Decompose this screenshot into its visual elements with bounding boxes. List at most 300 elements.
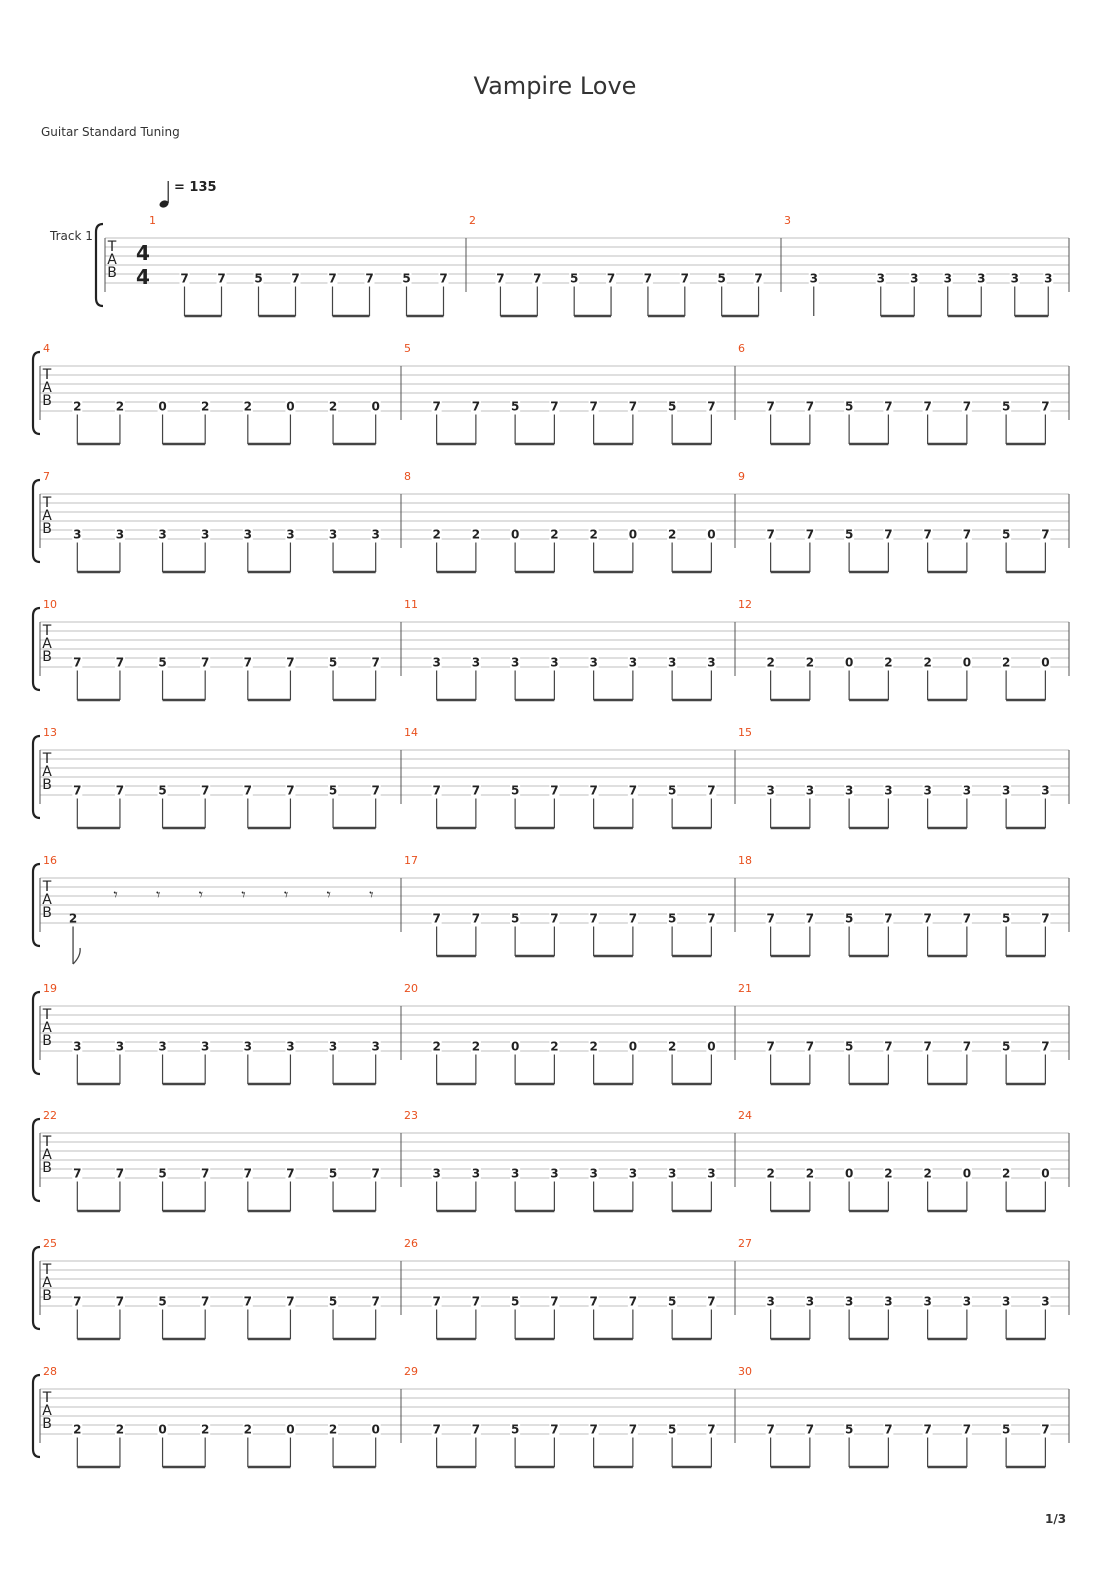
fret-number: 2 — [805, 655, 815, 670]
fret-number: 2 — [550, 1039, 559, 1054]
system-bracket — [33, 1247, 40, 1329]
measure-number: 30 — [738, 1365, 752, 1378]
fret-number: 5 — [1001, 911, 1011, 926]
fret-number: 5 — [1001, 399, 1011, 414]
fret-number: 7 — [243, 783, 252, 798]
fret-number: 2 — [328, 399, 338, 414]
fret-number: 5 — [328, 655, 338, 670]
fret-number: 7 — [73, 1294, 82, 1309]
fret-number: 2 — [1001, 1166, 1011, 1181]
fret-number: 0 — [510, 1039, 520, 1054]
tab-clef-letter: T — [42, 1134, 52, 1150]
eighth-rest: 𝄾 — [241, 885, 246, 904]
fret-number: 3 — [707, 655, 716, 670]
measure-number: 16 — [43, 854, 57, 867]
fret-number: 3 — [805, 1294, 815, 1309]
fret-number: 7 — [496, 271, 505, 286]
fret-number: 5 — [844, 527, 854, 542]
fret-number: 2 — [243, 1422, 252, 1437]
fret-number: 3 — [589, 1166, 598, 1181]
fret-number: 7 — [923, 399, 932, 414]
fret-number: 3 — [115, 1039, 125, 1054]
fret-number: 3 — [884, 1294, 893, 1309]
system-bracket — [33, 608, 40, 690]
fret-number: 3 — [432, 1166, 441, 1181]
tab-clef-letter: A — [42, 508, 52, 524]
measure-number: 17 — [404, 854, 418, 867]
fret-number: 3 — [550, 1166, 559, 1181]
fret-number: 2 — [923, 655, 932, 670]
fret-number: 2 — [115, 399, 125, 414]
fret-number: 3 — [766, 783, 775, 798]
system-bracket — [33, 992, 40, 1074]
fret-number: 3 — [805, 783, 815, 798]
fret-number: 7 — [328, 271, 337, 286]
fret-number: 7 — [589, 911, 598, 926]
fret-number: 7 — [533, 271, 542, 286]
tab-clef-letter: T — [42, 495, 52, 511]
fret-number: 7 — [1041, 1039, 1050, 1054]
measure-number: 22 — [43, 1109, 57, 1122]
measure-number: 4 — [43, 342, 50, 355]
fret-number: 5 — [510, 399, 520, 414]
fret-number: 7 — [766, 911, 775, 926]
fret-number: 3 — [962, 1294, 972, 1309]
fret-number: 2 — [201, 399, 210, 414]
fret-number: 0 — [962, 1166, 972, 1181]
fret-number: 0 — [286, 399, 295, 414]
measure-number: 10 — [43, 598, 57, 611]
fret-number: 7 — [432, 1294, 441, 1309]
fret-number: 7 — [707, 911, 716, 926]
fret-number: 7 — [243, 1294, 252, 1309]
fret-number: 3 — [73, 527, 82, 542]
measure-number: 24 — [738, 1109, 752, 1122]
fret-number: 3 — [328, 527, 338, 542]
fret-number: 7 — [884, 399, 893, 414]
fret-number: 5 — [844, 1422, 854, 1437]
fret-number: 7 — [707, 1422, 716, 1437]
tab-clef-letter: T — [42, 1007, 52, 1023]
fret-number: 2 — [589, 527, 598, 542]
fret-number: 0 — [510, 527, 520, 542]
tab-clef-letter: A — [42, 1020, 52, 1036]
fret-number: 7 — [365, 271, 374, 286]
fret-number: 7 — [471, 1294, 481, 1309]
fret-number: 3 — [201, 527, 210, 542]
system-bracket — [96, 224, 103, 306]
fret-number: 7 — [73, 1166, 82, 1181]
fret-number: 7 — [550, 1422, 559, 1437]
time-signature-numerator: 4 — [136, 241, 150, 265]
fret-number: 5 — [570, 271, 579, 286]
tab-clef-letter: T — [42, 1262, 52, 1278]
fret-number: 7 — [923, 1422, 932, 1437]
fret-number: 3 — [962, 783, 972, 798]
tab-clef-letter: A — [42, 1147, 52, 1163]
fret-number: 7 — [1041, 911, 1050, 926]
fret-number: 5 — [158, 655, 167, 670]
fret-number: 7 — [766, 527, 775, 542]
fret-number: 3 — [1041, 783, 1050, 798]
fret-number: 2 — [766, 655, 775, 670]
fret-number: 2 — [589, 1039, 598, 1054]
fret-number: 2 — [471, 527, 481, 542]
song-title: Vampire Love — [473, 72, 637, 100]
fret-number: 7 — [371, 655, 380, 670]
fret-number: 7 — [923, 1039, 932, 1054]
tab-clef-letter: B — [42, 1033, 52, 1049]
fret-number: 7 — [286, 655, 295, 670]
fret-number: 7 — [201, 1166, 210, 1181]
tab-clef-letter: T — [42, 367, 52, 383]
fret-number: 2 — [667, 527, 677, 542]
fret-number: 5 — [328, 1294, 338, 1309]
fret-number: 7 — [884, 1422, 893, 1437]
tab-clef-letter: B — [42, 905, 52, 921]
fret-number: 2 — [115, 1422, 125, 1437]
eighth-rest: 𝄾 — [369, 885, 374, 904]
fret-number: 2 — [73, 399, 82, 414]
fret-number: 3 — [432, 655, 441, 670]
measure-number: 14 — [404, 726, 418, 739]
measure-number: 28 — [43, 1365, 57, 1378]
measure-number: 6 — [738, 342, 745, 355]
time-signature-denominator: 4 — [136, 265, 150, 289]
fret-number: 5 — [667, 1294, 677, 1309]
fret-number: 7 — [805, 1039, 815, 1054]
fret-number: 7 — [201, 1294, 210, 1309]
fret-number: 7 — [805, 527, 815, 542]
fret-number: 7 — [962, 399, 972, 414]
fret-number: 3 — [286, 527, 295, 542]
tab-clef-letter: T — [42, 623, 52, 639]
fret-number: 7 — [73, 783, 82, 798]
fret-number: 7 — [291, 271, 300, 286]
note-flag — [73, 948, 80, 964]
fret-number: 7 — [432, 911, 441, 926]
fret-number: 7 — [884, 527, 893, 542]
fret-number: 7 — [805, 399, 815, 414]
tab-clef-letter: B — [42, 1288, 52, 1304]
measure-number: 13 — [43, 726, 57, 739]
fret-number: 0 — [371, 399, 380, 414]
fret-number: 7 — [589, 783, 598, 798]
fret-number: 7 — [115, 655, 125, 670]
fret-number: 2 — [667, 1039, 677, 1054]
fret-number: 3 — [923, 783, 932, 798]
eighth-rest: 𝄾 — [113, 885, 118, 904]
fret-number: 3 — [158, 527, 167, 542]
fret-number: 3 — [1041, 1294, 1050, 1309]
fret-number: 7 — [217, 271, 226, 286]
tab-clef-letter: B — [42, 393, 52, 409]
fret-number: 7 — [707, 783, 716, 798]
fret-number: 7 — [243, 655, 252, 670]
fret-number: 7 — [707, 399, 716, 414]
tempo-marking: = 135 — [174, 180, 217, 195]
eighth-rest: 𝄾 — [198, 885, 204, 904]
system-bracket — [33, 480, 40, 562]
fret-number: 7 — [923, 527, 932, 542]
fret-number: 7 — [471, 1422, 481, 1437]
fret-number: 3 — [844, 1294, 854, 1309]
fret-number: 3 — [589, 655, 598, 670]
fret-number: 2 — [201, 1422, 210, 1437]
fret-number: 7 — [962, 911, 972, 926]
tab-clef-letter: A — [42, 764, 52, 780]
fret-number: 5 — [667, 783, 677, 798]
fret-number: 0 — [962, 655, 972, 670]
fret-number: 7 — [805, 911, 815, 926]
fret-number: 2 — [1001, 655, 1011, 670]
tab-clef-letter: A — [42, 380, 52, 396]
fret-number: 7 — [471, 911, 481, 926]
fret-number: 5 — [510, 1294, 520, 1309]
measure-number: 2 — [469, 214, 476, 227]
track-label: Track 1 — [50, 229, 93, 243]
fret-number: 3 — [1001, 1294, 1011, 1309]
fret-number: 5 — [510, 1422, 520, 1437]
fret-number: 3 — [943, 271, 952, 286]
measure-number: 11 — [404, 598, 418, 611]
fret-number: 0 — [628, 527, 638, 542]
tab-clef-letter: B — [42, 1160, 52, 1176]
fret-number: 3 — [844, 783, 854, 798]
fret-number: 5 — [158, 1166, 167, 1181]
fret-number: 0 — [286, 1422, 295, 1437]
measure-number: 26 — [404, 1237, 418, 1250]
fret-number: 7 — [550, 783, 559, 798]
fret-number: 3 — [510, 655, 520, 670]
fret-number: 3 — [243, 1039, 252, 1054]
fret-number: 3 — [1044, 271, 1053, 286]
fret-number: 7 — [589, 399, 598, 414]
fret-number: 7 — [243, 1166, 252, 1181]
fret-number: 7 — [643, 271, 653, 286]
fret-number: 3 — [201, 1039, 210, 1054]
fret-number: 3 — [876, 271, 885, 286]
fret-number: 7 — [286, 1166, 295, 1181]
fret-number: 7 — [707, 1294, 716, 1309]
fret-number: 7 — [432, 399, 441, 414]
fret-number: 0 — [158, 399, 167, 414]
fret-number: 7 — [766, 1039, 775, 1054]
fret-number: 5 — [667, 911, 677, 926]
fret-number: 2 — [432, 527, 441, 542]
fret-number: 5 — [844, 399, 854, 414]
fret-number: 2 — [243, 399, 252, 414]
fret-number: 3 — [371, 527, 380, 542]
fret-number: 0 — [844, 655, 854, 670]
page-number: 1/3 — [1045, 1512, 1067, 1526]
fret-number: 2 — [805, 1166, 815, 1181]
fret-number: 7 — [371, 783, 380, 798]
fret-number: 3 — [707, 1166, 716, 1181]
fret-number: 3 — [667, 655, 677, 670]
fret-number: 3 — [158, 1039, 167, 1054]
fret-number: 7 — [73, 655, 82, 670]
fret-number: 7 — [628, 1422, 638, 1437]
measure-number: 12 — [738, 598, 752, 611]
measure-number: 5 — [404, 342, 411, 355]
fret-number: 7 — [471, 783, 481, 798]
fret-number: 3 — [809, 271, 818, 286]
fret-number: 3 — [1001, 783, 1011, 798]
fret-number: 7 — [115, 783, 125, 798]
fret-number: 5 — [510, 911, 520, 926]
system-bracket — [33, 1119, 40, 1201]
tab-clef-letter: B — [42, 521, 52, 537]
fret-number: 3 — [115, 527, 125, 542]
fret-number: 5 — [717, 271, 726, 286]
fret-number: 3 — [286, 1039, 295, 1054]
measure-number: 20 — [404, 982, 418, 995]
fret-number: 7 — [286, 783, 295, 798]
fret-number: 3 — [977, 271, 986, 286]
fret-number: 5 — [328, 1166, 338, 1181]
tab-clef-letter: A — [42, 636, 52, 652]
fret-number: 0 — [628, 1039, 638, 1054]
fret-number: 7 — [923, 911, 932, 926]
tab-clef-letter: A — [42, 892, 52, 908]
fret-number: 3 — [328, 1039, 338, 1054]
fret-number: 3 — [766, 1294, 775, 1309]
measure-number: 25 — [43, 1237, 57, 1250]
fret-number: 7 — [201, 655, 210, 670]
fret-number: 5 — [254, 271, 263, 286]
tab-clef-letter: B — [42, 649, 52, 665]
tab-clef-letter: T — [42, 751, 52, 767]
eighth-rest: 𝄾 — [326, 885, 331, 904]
fret-number: 2 — [68, 911, 78, 926]
fret-number: 7 — [628, 1294, 638, 1309]
measure-number: 1 — [149, 214, 156, 227]
fret-number: 2 — [884, 1166, 893, 1181]
fret-number: 0 — [707, 1039, 716, 1054]
fret-number: 3 — [243, 527, 252, 542]
measure-number: 3 — [784, 214, 791, 227]
measure-number: 23 — [404, 1109, 418, 1122]
fret-number: 0 — [1041, 655, 1050, 670]
system-bracket — [33, 736, 40, 818]
fret-number: 3 — [910, 271, 919, 286]
tab-clef-letter: A — [107, 252, 117, 268]
tab-clef-letter: T — [107, 239, 117, 255]
fret-number: 7 — [680, 271, 689, 286]
fret-number: 7 — [766, 399, 775, 414]
fret-number: 3 — [628, 655, 638, 670]
measure-number: 18 — [738, 854, 752, 867]
fret-number: 7 — [962, 527, 972, 542]
fret-number: 5 — [667, 399, 677, 414]
fret-number: 7 — [628, 783, 638, 798]
tab-clef-letter: B — [42, 1416, 52, 1432]
fret-number: 7 — [201, 783, 210, 798]
fret-number: 5 — [510, 783, 520, 798]
fret-number: 7 — [606, 271, 616, 286]
fret-number: 0 — [707, 527, 716, 542]
fret-number: 7 — [115, 1294, 125, 1309]
fret-number: 7 — [439, 271, 448, 286]
fret-number: 0 — [371, 1422, 380, 1437]
fret-number: 5 — [158, 783, 167, 798]
fret-number: 7 — [884, 911, 893, 926]
fret-number: 7 — [766, 1422, 775, 1437]
measure-number: 21 — [738, 982, 752, 995]
fret-number: 7 — [371, 1294, 380, 1309]
fret-number: 7 — [589, 1422, 598, 1437]
tab-clef-letter: A — [42, 1403, 52, 1419]
measure-number: 27 — [738, 1237, 752, 1250]
fret-number: 7 — [286, 1294, 295, 1309]
fret-number: 7 — [550, 399, 559, 414]
fret-number: 5 — [158, 1294, 167, 1309]
tab-clef-letter: T — [42, 1390, 52, 1406]
fret-number: 5 — [844, 911, 854, 926]
tuning-label: Guitar Standard Tuning — [41, 125, 180, 139]
fret-number: 3 — [471, 1166, 481, 1181]
fret-number: 3 — [667, 1166, 677, 1181]
fret-number: 5 — [1001, 1039, 1011, 1054]
fret-number: 2 — [471, 1039, 481, 1054]
fret-number: 7 — [1041, 527, 1050, 542]
fret-number: 7 — [1041, 1422, 1050, 1437]
fret-number: 3 — [1010, 271, 1019, 286]
fret-number: 7 — [432, 1422, 441, 1437]
fret-number: 7 — [754, 271, 763, 286]
fret-number: 7 — [115, 1166, 125, 1181]
tab-clef-letter: B — [42, 777, 52, 793]
fret-number: 2 — [923, 1166, 932, 1181]
fret-number: 3 — [884, 783, 893, 798]
fret-number: 3 — [550, 655, 559, 670]
fret-number: 3 — [73, 1039, 82, 1054]
system-bracket — [33, 352, 40, 434]
tab-clef-letter: A — [42, 1275, 52, 1291]
measure-number: 29 — [404, 1365, 418, 1378]
fret-number: 7 — [962, 1422, 972, 1437]
fret-number: 7 — [884, 1039, 893, 1054]
measure-number: 15 — [738, 726, 752, 739]
measure-number: 8 — [404, 470, 411, 483]
fret-number: 5 — [844, 1039, 854, 1054]
fret-number: 7 — [432, 783, 441, 798]
system-bracket — [33, 864, 40, 946]
fret-number: 0 — [844, 1166, 854, 1181]
system-bracket — [33, 1375, 40, 1457]
eighth-rest: 𝄾 — [156, 885, 161, 904]
measure-number: 19 — [43, 982, 57, 995]
fret-number: 7 — [628, 911, 638, 926]
eighth-rest: 𝄾 — [284, 885, 289, 904]
fret-number: 7 — [1041, 399, 1050, 414]
fret-number: 7 — [550, 911, 559, 926]
measure-number: 7 — [43, 470, 50, 483]
fret-number: 2 — [550, 527, 559, 542]
fret-number: 3 — [371, 1039, 380, 1054]
measure-number: 9 — [738, 470, 745, 483]
fret-number: 5 — [328, 783, 338, 798]
fret-number: 7 — [589, 1294, 598, 1309]
fret-number: 3 — [471, 655, 481, 670]
fret-number: 7 — [628, 399, 638, 414]
fret-number: 3 — [923, 1294, 932, 1309]
fret-number: 2 — [884, 655, 893, 670]
fret-number: 2 — [432, 1039, 441, 1054]
fret-number: 7 — [805, 1422, 815, 1437]
tab-clef-letter: T — [42, 879, 52, 895]
